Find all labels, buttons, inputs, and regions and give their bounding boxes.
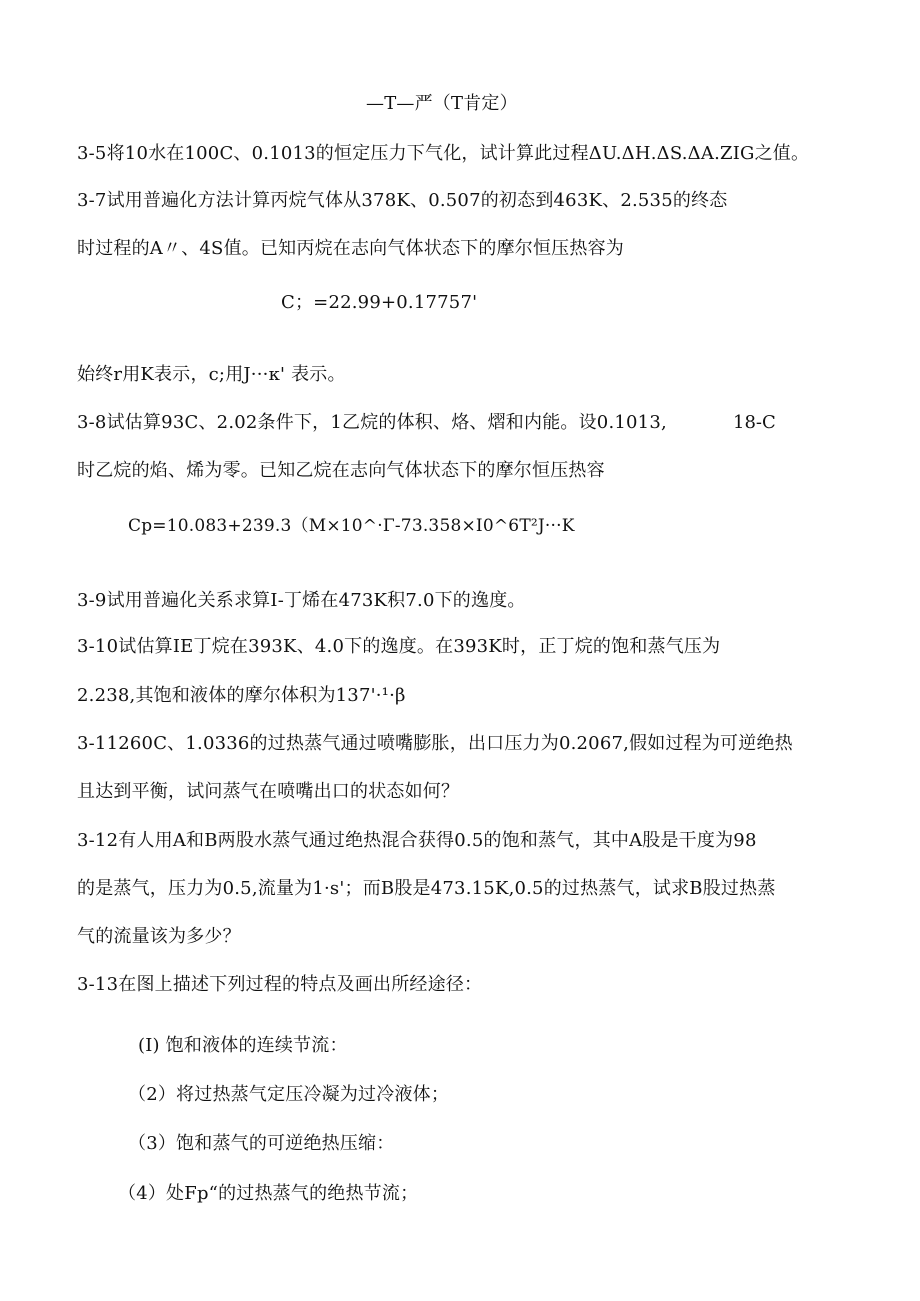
problem-3-8-temperature: 18-C: [733, 412, 776, 433]
problem-3-10-line-1: 3-10试估算IE丁烷在393K、4.0下的逸度。在393K时，正丁烷的饱和蒸气压为: [77, 636, 721, 657]
process-item-4: （4）处Fp“的过热蒸气的绝热节流；: [118, 1183, 419, 1204]
problem-3-8-line-2: 时乙烷的焰、烯为零。已知乙烷在志向气体状态下的摩尔恒压热容: [77, 460, 605, 481]
problem-3-7-line-1: 3-7试用普遍化方法计算丙烷气体从378K、0.507的初态到463K、2.535的终态: [77, 190, 728, 211]
problem-3-7-note: 始终r用K表示，c;用J···κ' 表示。: [77, 364, 346, 385]
problem-3-10-line-2: 2.238,其饱和液体的摩尔体积为137'·¹·β: [77, 685, 406, 706]
problem-3-12-line-1: 3-12有人用A和B两股水蒸气通过绝热混合获得0.5的饱和蒸气，其中A股是干度为98: [77, 830, 757, 851]
problem-3-9: 3-9试用普遍化关系求算I-丁烯在473K积7.0下的逸度。: [77, 590, 526, 611]
problem-3-13: 3-13在图上描述下列过程的特点及画出所经途径：: [77, 974, 483, 995]
process-item-3: （3）饱和蒸气的可逆绝热压缩：: [128, 1133, 395, 1154]
problem-3-5: 3-5将10水在100C、0.1013的恒定压力下气化，试计算此过程ΔU.ΔH.ΔS.ΔA.ZIG之值。: [77, 143, 810, 164]
problem-3-12-line-2: 的是蒸气，压力为0.5,流量为1·s'；而B股是473.15K,0.5的过热蒸气，试求B股过热蒸: [77, 878, 776, 899]
header-formula: —T—严（T肯定）: [366, 93, 518, 114]
problem-3-7-formula: C；=22.99+0.17757': [281, 292, 478, 313]
problem-3-12-line-3: 气的流量该为多少？: [77, 926, 241, 947]
problem-3-8-formula: Cp=10.083+239.3（M×10^·Γ-73.358×I0^6T²J···K: [128, 516, 575, 536]
problem-3-7-line-2: 时过程的A〃、4S值。已知丙烷在志向气体状态下的摩尔恒压热容为: [77, 238, 624, 259]
problem-3-11-line-1: 3-11260C、1.0336的过热蒸气通过喷嘴膨胀，出口压力为0.2067,假如过程为可逆绝热: [77, 733, 793, 754]
process-item-2: （2）将过热蒸气定压冷凝为过冷液体；: [128, 1084, 450, 1105]
problem-3-11-line-2: 且达到平衡，试问蒸气在喷嘴出口的状态如何？: [77, 781, 460, 802]
problem-3-8-line-1: 3-8试估算93C、2.02条件下，1乙烷的体积、烙、熠和内能。设0.1013,: [77, 412, 667, 433]
process-item-1: (I) 饱和液体的连续节流：: [138, 1035, 348, 1056]
